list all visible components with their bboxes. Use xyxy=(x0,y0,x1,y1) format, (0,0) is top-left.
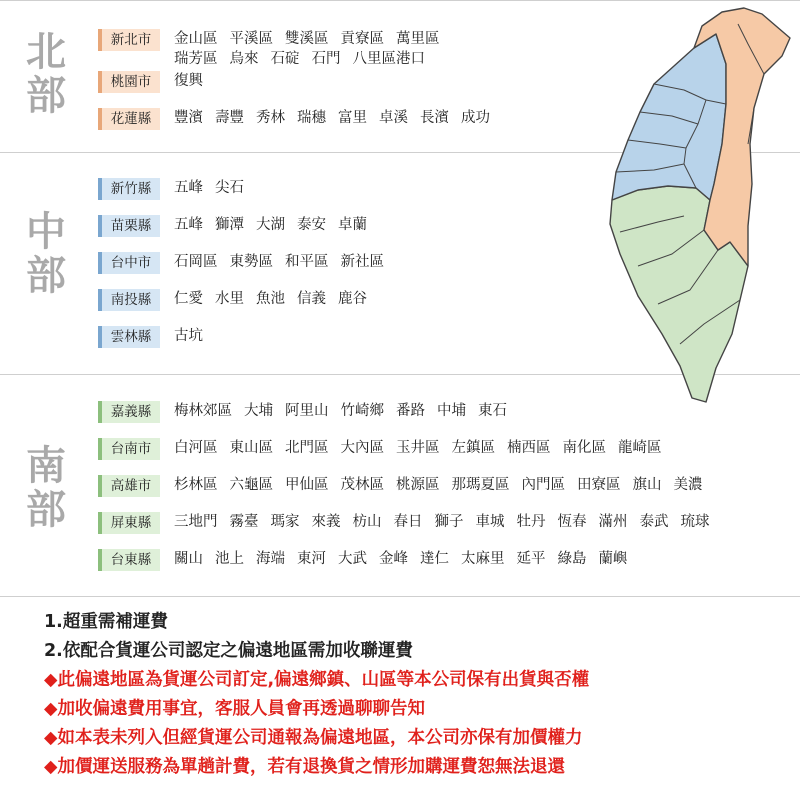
town: 壽豐 xyxy=(215,110,244,126)
town: 南化區 xyxy=(562,440,606,456)
town-line xyxy=(174,289,379,309)
town: 玉井區 xyxy=(396,440,440,456)
region-title-char: 部 xyxy=(26,487,66,533)
town: 信義 xyxy=(297,291,326,307)
town: 蘭嶼 xyxy=(598,551,628,567)
town: 金山區 xyxy=(174,31,218,47)
town: 卓溪 xyxy=(379,110,408,126)
town-line xyxy=(174,326,215,346)
town: 東石 xyxy=(478,403,507,419)
town: 大湖 xyxy=(256,217,285,233)
county-row-taoyuan xyxy=(98,71,215,93)
town: 白河區 xyxy=(174,440,218,456)
town: 池上 xyxy=(215,551,244,567)
town: 尖石 xyxy=(215,180,244,196)
town: 美濃 xyxy=(673,477,703,493)
town-line xyxy=(174,252,396,272)
county-badge: 高雄市 xyxy=(98,475,160,497)
town: 牡丹 xyxy=(516,514,546,530)
county-row-taitung xyxy=(98,549,640,571)
town: 左鎮區 xyxy=(451,440,495,456)
town-list xyxy=(174,178,256,198)
note-line: 1.超重需補運費 xyxy=(44,612,168,632)
town: 龍崎區 xyxy=(618,440,662,456)
note-line: ◆如本表未列入但經貨運公司通報為偏遠地區，本公司亦保有加價權力 xyxy=(44,728,583,748)
map-region-central xyxy=(612,34,726,200)
county-badge: 新竹縣 xyxy=(98,178,160,200)
town: 石岡區 xyxy=(174,254,218,270)
town: 阿里山 xyxy=(285,403,329,419)
county-row-chiayi xyxy=(98,401,519,423)
county-badge: 台南市 xyxy=(98,438,160,460)
town: 和平區 xyxy=(285,254,329,270)
county-badge: 花蓮縣 xyxy=(98,108,160,130)
town: 長濱 xyxy=(420,110,449,126)
county-badge: 雲林縣 xyxy=(98,326,160,348)
note-line: ◆加價運送服務為單趟計費，若有退換貨之情形加購運費恕無法退還 xyxy=(44,757,565,777)
town: 東勢區 xyxy=(229,254,273,270)
county-row-new-taipei xyxy=(98,29,452,69)
town: 綠島 xyxy=(557,551,587,567)
town-line xyxy=(174,108,502,128)
town-list xyxy=(174,401,519,421)
town: 平溪區 xyxy=(229,31,273,47)
county-row-nantou xyxy=(98,289,379,311)
county-badge: 桃園市 xyxy=(98,71,160,93)
region-title-char: 北 xyxy=(26,29,66,75)
county-row-pingtung xyxy=(98,512,722,534)
town-list xyxy=(174,252,396,272)
region-title-central xyxy=(24,210,68,298)
county-row-taichung xyxy=(98,252,396,274)
county-row-miaoli xyxy=(98,215,379,237)
divider-bottom xyxy=(0,596,800,597)
town: 桃源區 xyxy=(396,477,440,493)
town: 仁愛 xyxy=(174,291,203,307)
town: 梅林郊區 xyxy=(174,403,232,419)
town-line xyxy=(174,49,452,69)
town-list xyxy=(174,326,215,346)
town: 北門區 xyxy=(285,440,329,456)
town-line xyxy=(174,71,215,91)
town: 石碇 xyxy=(270,51,300,67)
region-title-char: 南 xyxy=(26,443,66,489)
town: 滿州 xyxy=(598,514,628,530)
town: 關山 xyxy=(174,551,203,567)
town: 秀林 xyxy=(256,110,285,126)
town: 琉球 xyxy=(680,514,710,530)
region-title-char: 部 xyxy=(26,73,66,119)
town: 楠西區 xyxy=(507,440,551,456)
region-title-north xyxy=(24,30,68,118)
county-row-tainan xyxy=(98,438,674,460)
divider-top xyxy=(0,0,800,1)
town: 大內區 xyxy=(340,440,384,456)
county-badge: 嘉義縣 xyxy=(98,401,160,423)
county-row-yunlin xyxy=(98,326,215,348)
town: 水里 xyxy=(215,291,244,307)
town-line xyxy=(174,549,640,569)
county-badge: 台東縣 xyxy=(98,549,160,571)
town: 東河 xyxy=(297,551,326,567)
taiwan-map-icon xyxy=(598,4,796,406)
county-badge: 屏東縣 xyxy=(98,512,160,534)
town: 獅潭 xyxy=(215,217,244,233)
town-list xyxy=(174,71,215,91)
town: 車城 xyxy=(475,514,505,530)
county-badge: 台中市 xyxy=(98,252,160,274)
town: 來義 xyxy=(311,514,341,530)
town-line xyxy=(174,29,452,49)
town: 杉林區 xyxy=(174,477,218,493)
town-list xyxy=(174,289,379,309)
town: 旗山 xyxy=(632,477,662,493)
town-list xyxy=(174,215,379,235)
town-line xyxy=(174,215,379,235)
town: 番路 xyxy=(396,403,425,419)
town: 內門區 xyxy=(521,477,565,493)
town: 大武 xyxy=(338,551,367,567)
town: 萬里區 xyxy=(396,31,440,47)
note-line: ◆此偏遠地區為貨運公司訂定,偏遠鄉鎮、山區等本公司保有出貨與否權 xyxy=(44,670,590,690)
county-row-kaohsiung xyxy=(98,475,715,497)
town: 延平 xyxy=(516,551,546,567)
county-row-hsinchu xyxy=(98,178,256,200)
town: 瑪家 xyxy=(270,514,300,530)
town-line xyxy=(174,438,674,458)
town: 金峰 xyxy=(379,551,408,567)
town: 成功 xyxy=(461,110,490,126)
town: 春日 xyxy=(393,514,423,530)
town: 泰安 xyxy=(297,217,326,233)
town: 中埔 xyxy=(437,403,466,419)
town: 獅子 xyxy=(434,514,464,530)
town: 石門 xyxy=(311,51,341,67)
town: 八里區港口 xyxy=(352,51,425,67)
town-line xyxy=(174,401,519,421)
town: 瑞穗 xyxy=(297,110,326,126)
town: 瑞芳區 xyxy=(174,51,218,67)
region-title-south xyxy=(24,444,68,532)
region-title-char: 部 xyxy=(26,253,66,299)
note-line: 2.依配合貨運公司認定之偏遠地區需加收聯運費 xyxy=(44,641,413,661)
town: 達仁 xyxy=(420,551,449,567)
county-row-hualien xyxy=(98,108,502,130)
town: 霧臺 xyxy=(229,514,259,530)
town: 貢寮區 xyxy=(340,31,384,47)
town: 烏來 xyxy=(229,51,259,67)
town-list xyxy=(174,549,640,569)
town: 海端 xyxy=(256,551,285,567)
town: 泰武 xyxy=(639,514,669,530)
town: 東山區 xyxy=(229,440,273,456)
town: 古坑 xyxy=(174,328,203,344)
town: 雙溪區 xyxy=(285,31,329,47)
town-list xyxy=(174,108,502,128)
town: 新社區 xyxy=(340,254,384,270)
town: 魚池 xyxy=(256,291,285,307)
note-line: ◆加收偏遠費用事宜，客服人員會再透過聊聊告知 xyxy=(44,699,425,719)
town-list xyxy=(174,438,674,458)
town-line xyxy=(174,512,722,532)
town: 田寮區 xyxy=(577,477,621,493)
town-line xyxy=(174,178,256,198)
town: 大埔 xyxy=(244,403,273,419)
town-list xyxy=(174,475,715,495)
town-line xyxy=(174,475,715,495)
town: 豐濱 xyxy=(174,110,203,126)
town-list xyxy=(174,29,452,69)
town: 六龜區 xyxy=(229,477,273,493)
town: 竹崎鄉 xyxy=(340,403,384,419)
town: 五峰 xyxy=(174,180,203,196)
county-badge: 新北市 xyxy=(98,29,160,51)
county-badge: 苗栗縣 xyxy=(98,215,160,237)
town: 甲仙區 xyxy=(285,477,329,493)
town: 五峰 xyxy=(174,217,203,233)
town: 枋山 xyxy=(352,514,382,530)
town-list xyxy=(174,512,722,532)
town: 鹿谷 xyxy=(338,291,367,307)
town: 復興 xyxy=(174,73,203,89)
region-title-char: 中 xyxy=(26,209,66,255)
town: 三地門 xyxy=(174,514,218,530)
town: 太麻里 xyxy=(461,551,505,567)
county-badge: 南投縣 xyxy=(98,289,160,311)
town: 茂林區 xyxy=(340,477,384,493)
notes-section xyxy=(44,608,774,782)
town: 卓蘭 xyxy=(338,217,367,233)
town: 富里 xyxy=(338,110,367,126)
town: 恆春 xyxy=(557,514,587,530)
town: 那瑪夏區 xyxy=(451,477,510,493)
